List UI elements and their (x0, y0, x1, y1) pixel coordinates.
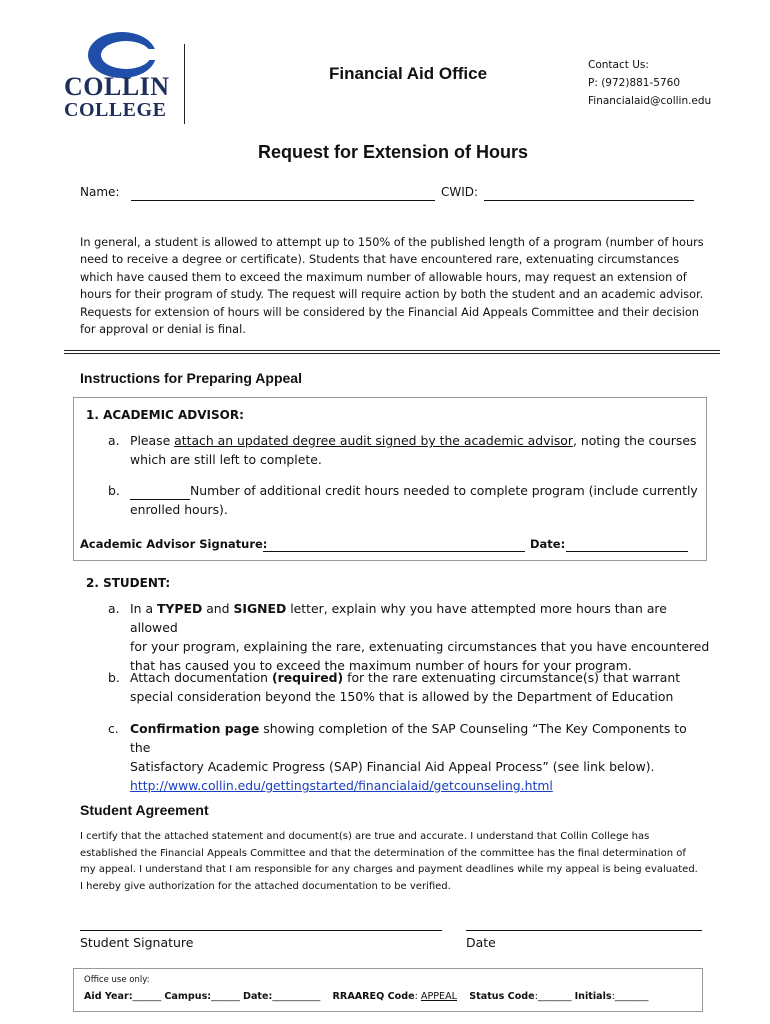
office-date-blank[interactable]: __________ (272, 991, 321, 1002)
intro-line: In general, a student is allowed to attempt up to 150% of the published length of a program (number of hours (80, 236, 704, 249)
name-field (80, 185, 119, 199)
intro-line: need to receive a degree or certificate). Students that have encountered rare, extenuating circumstances (80, 253, 680, 267)
intro-line: for approval or denial is final. (80, 323, 246, 337)
name-label: Name: (80, 185, 120, 199)
advisor-date-row (530, 537, 565, 551)
sap-counseling-link[interactable]: http://www.collin.edu/gettingstarted/financialaid/getcounseling.html (130, 778, 553, 793)
logo-line2: COLLEGE (64, 99, 167, 121)
cwid-input-line[interactable] (484, 186, 694, 201)
agreement-heading: Student Agreement (80, 802, 209, 818)
student-signature-label: Student Signature (80, 935, 194, 950)
office-name: Financial Aid Office (329, 64, 488, 83)
initials-blank[interactable]: :_______ (611, 991, 649, 1002)
contact-phone: P: (972)881-5760 (588, 77, 680, 89)
advisor-signature-row (80, 537, 267, 551)
contact-block (588, 56, 711, 110)
aid-year-blank[interactable]: ______ (132, 991, 162, 1002)
header-divider (184, 44, 185, 124)
advisor-signature-label: Academic Advisor Signature: (80, 537, 268, 551)
logo-line1: COLLIN (64, 72, 170, 101)
advisor-date-label: Date: (530, 537, 566, 551)
cwid-field (441, 185, 478, 199)
agreement-line: I certify that the attached statement and document(s) are true and accurate. I understand that Collin College has (80, 831, 650, 842)
office-date-label: Date: (243, 991, 273, 1002)
campus-label: Campus: (164, 991, 212, 1002)
item-letter: a. (108, 433, 120, 448)
rraareq-label: RRAAREQ Code (332, 991, 415, 1002)
agreement-line: I hereby give authorization for the attached documentation to be verified. (80, 880, 451, 892)
item-letter: b. (108, 670, 120, 685)
student-date-label: Date (466, 935, 496, 950)
contact-title: Contact Us: (588, 59, 649, 71)
aid-year-label: Aid Year: (84, 991, 133, 1002)
initials-label: Initials (574, 991, 612, 1002)
item-letter: a. (108, 601, 120, 616)
collin-logo (64, 28, 182, 124)
credit-hours-input-line[interactable] (130, 485, 190, 500)
campus-blank[interactable]: ______ (211, 991, 240, 1002)
degree-audit-requirement: attach an updated degree audit signed by the academic advisor (174, 433, 573, 448)
cwid-label: CWID: (441, 185, 479, 199)
intro-line: Requests for extension of hours will be considered by the Financial Aid Appeals Committee and their decision (80, 305, 699, 319)
office-use-label: Office use only: (84, 975, 150, 985)
page-title: Request for Extension of Hours (258, 142, 529, 162)
student-date-line[interactable] (466, 930, 702, 931)
rraareq-value: APPEAL (420, 991, 458, 1002)
advisor-heading: 1. ACADEMIC ADVISOR: (86, 408, 244, 422)
name-input-line[interactable] (131, 186, 435, 201)
student-heading: 2. STUDENT: (86, 576, 171, 590)
status-code-blank[interactable]: :_______ (534, 991, 572, 1002)
item-letter: b. (108, 483, 120, 498)
agreement-paragraph (80, 829, 720, 895)
contact-email: Financialaid@collin.edu (588, 95, 712, 107)
section-divider (64, 350, 720, 354)
item-letter: c. (108, 721, 119, 736)
student-signature-line[interactable] (80, 930, 442, 931)
intro-line: which have caused them to exceed the maximum number of allowable hours, may request an extension of (80, 270, 687, 284)
office-use-box (73, 968, 703, 1012)
intro-line: hours for their program of study. The request will require action by both the student and an academic advisor. (80, 288, 704, 302)
office-use-fields: Aid Year:______ Campus:______ Date:__________ RRAAREQ Code: APPEAL Status Code:_______ Initials:_______ (84, 991, 649, 1002)
intro-paragraph (80, 234, 720, 338)
instructions-heading: Instructions for Preparing Appeal (80, 370, 302, 386)
agreement-line: my appeal. I understand that I am responsible for any charges and payment deadlines while my appeal is being evaluated. (80, 864, 698, 875)
advisor-signature-line[interactable] (263, 537, 525, 552)
agreement-line: established the Financial Appeals Committee and that the determination of the committee has the final determination of (80, 847, 686, 859)
status-code-label: Status Code (469, 991, 535, 1002)
advisor-date-line[interactable] (566, 537, 688, 552)
